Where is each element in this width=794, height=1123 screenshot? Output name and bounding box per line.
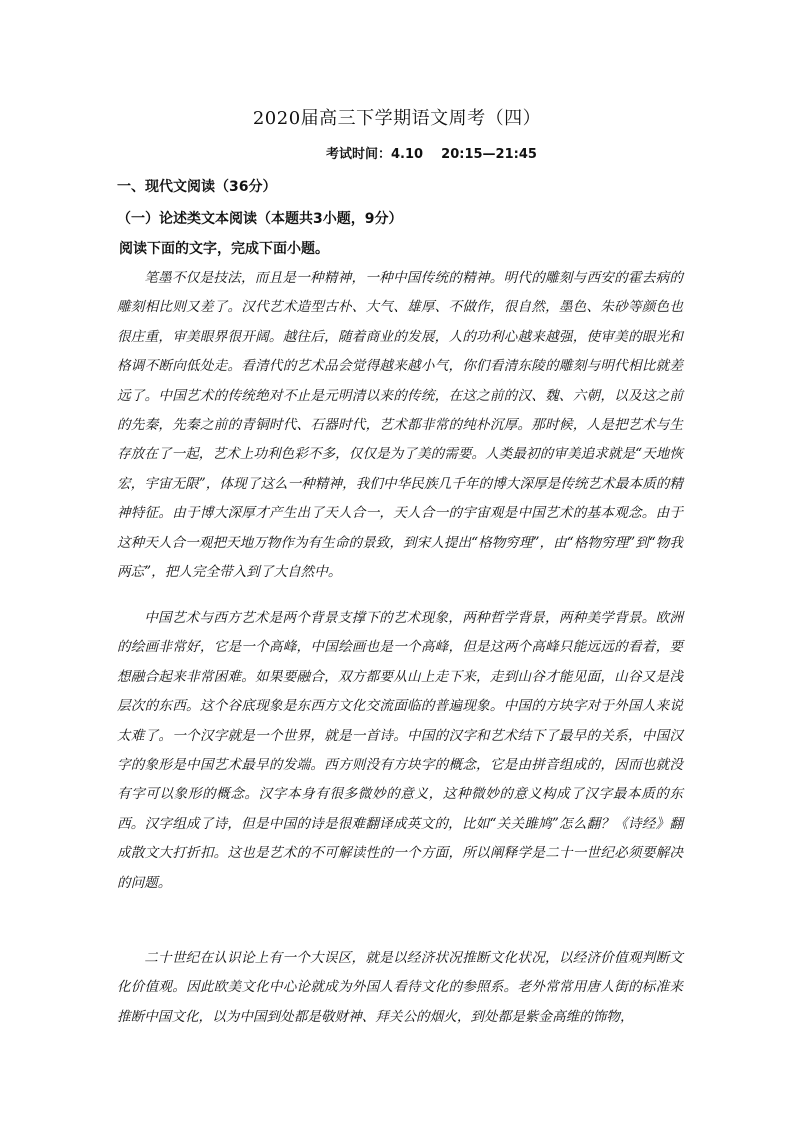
section-heading: 一、现代文阅读（36分） xyxy=(117,179,277,195)
exam-title: 2020届高三下学期语文周考（四） xyxy=(252,108,542,129)
paragraph-2: 中国艺术与西方艺术是两个背景支撑下的艺术现象，两种哲学背景，两种美学背景。欧洲的绘画非常好，它是一个高峰，中国绘画也是一个高峰，但是这两个高峰只能远远的看着，要想融合起来非常困难。如果要融合，双方都要从山上走下来，走到山谷才能见面，山谷又是浅层次的东西。这个谷底现象是东西方文化交流面临的普遍现象。中国的方块字对于外国人来说太难了。一个汉字就是一个世界，就是一首诗。中国的汉字和艺术结下了最早的关系，中国汉字的象形是中国艺术最早的发端。西方则没有方块字的概念，它是由拼音组成的，因而也就没有字可以象形的概念。汉字本身有很多微妙的意义，这种微妙的意义构成了汉字最本质的东西。汉字组成了诗，但是中国的诗是很难翻译成英文的，比如“关关雎鸠”怎么翻？《诗经》翻成散文大打折扣。这也是艺术的不可解读性的一个方面，所以阐释学是二十一世纪必须要解决的问题。 xyxy=(117,610,683,891)
subsection-heading: （一）论述类文本阅读（本题共3小题，9分） xyxy=(117,211,403,227)
paragraph-3: 二十世纪在认识论上有一个大误区，就是以经济状况推断文化状况，以经济价值观判断文化价值观。因此欧美文化中心论就成为外国人看待文化的参照系。老外常常用唐人街的标准来推断中国文化，以为中国到处都是敬财神、拜关公的烟火，到处都是紫金高维的饰物， xyxy=(117,950,683,1025)
exam-time: 考试时间：4.10 20:15—21:45 xyxy=(326,147,537,162)
reading-instruction: 阅读下面的文字，完成下面小题。 xyxy=(119,241,329,257)
paragraph-1: 笔墨不仅是技法，而且是一种精神，一种中国传统的精神。明代的雕刻与西安的霍去病的雕刻相比则又差了。汉代艺术造型古朴、大气、雄厚、不做作，很自然，墨色、朱砂等颜色也很庄重，审美眼界很开阔。越往后，随着商业的发展，人的功利心越来越强，使审美的眼光和格调不断向低处走。看清代的艺术品会觉得越来越小气，你们看清东陵的雕刻与明代相比就差远了。中国艺术的传统绝对不止是元明清以来的传统，在这之前的汉、魏、六朝，以及这之前的先秦，先秦之前的青铜时代、石器时代，艺术都非常的纯朴沉厚。那时候，人是把艺术与生存放在了一起，艺术上功利色彩不多，仅仅是为了美的需要。人类最初的审美追求就是“天地恢宏，宇宙无限”，体现了这么一种精神，我们中华民族几千年的博大深厚是传统艺术最本质的精神特征。由于博大深厚才产生出了天人合一，天人合一的宇宙观是中国艺术的基本观念。由于这种天人合一观把天地万物作为有生命的景致，到宋人提出“格物穷理”，由“格物穷理”到“物我两忘”，把人完全带入到了大自然中。 xyxy=(117,270,683,581)
